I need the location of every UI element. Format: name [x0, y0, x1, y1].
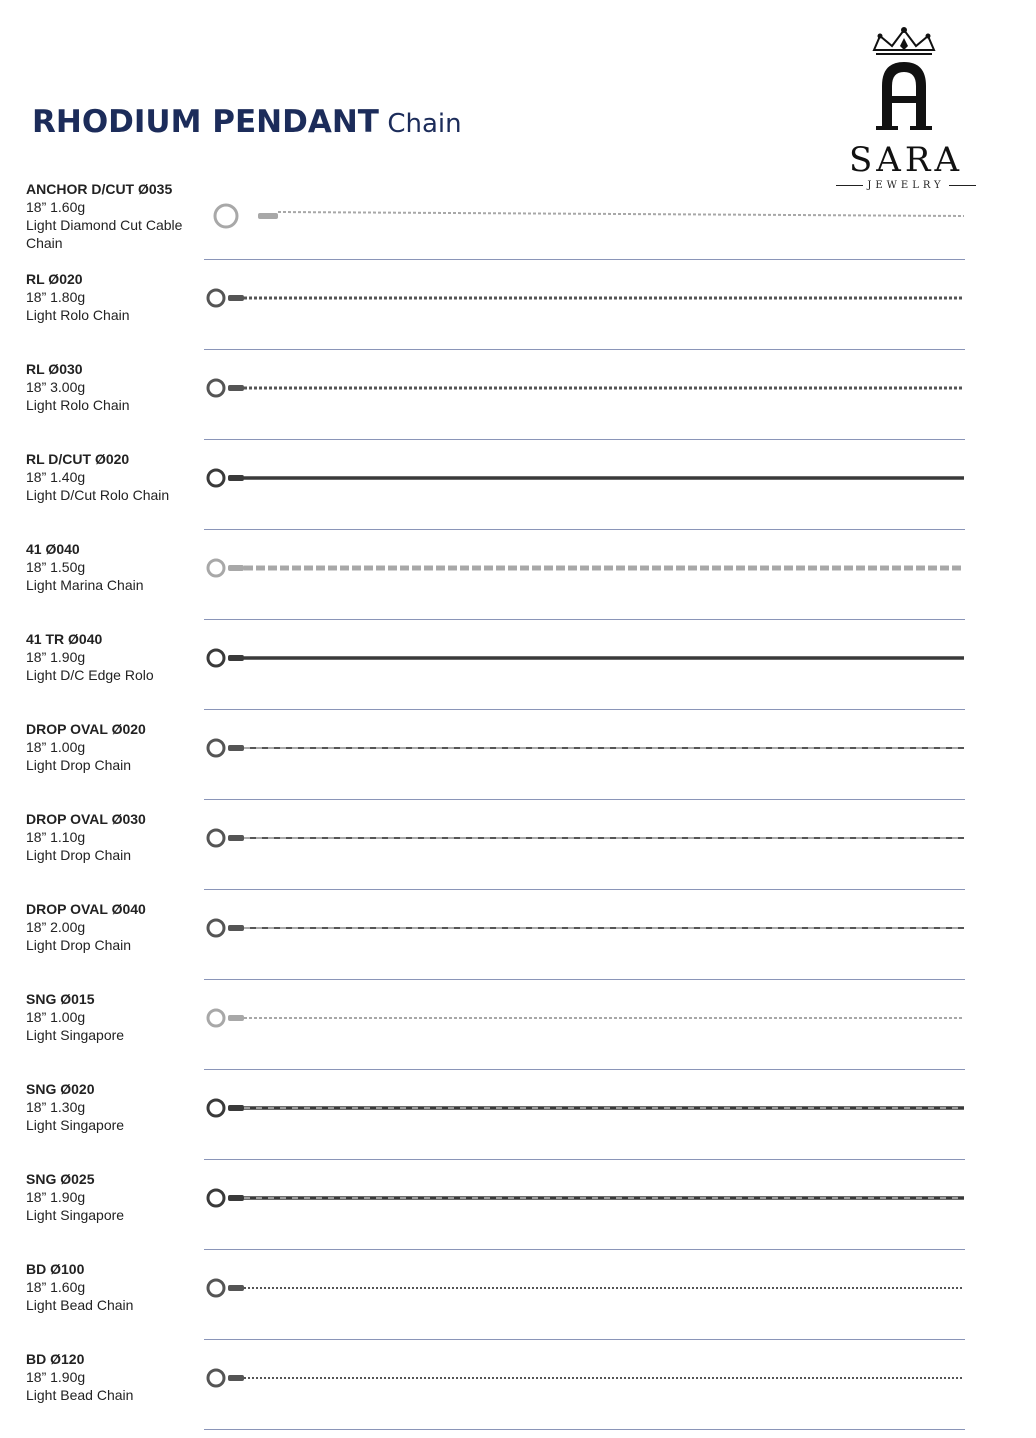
chain-image	[202, 362, 968, 422]
chain-info	[26, 360, 206, 414]
chain-image	[202, 1262, 968, 1322]
chain-weight: 18” 1.90g	[26, 1189, 86, 1205]
chain-row	[0, 898, 1036, 988]
chain-description: Light D/C Edge Rolo	[26, 667, 154, 683]
chain-weight: 18” 1.90g	[26, 649, 86, 665]
title-main: RHODIUM PENDANT	[32, 104, 379, 140]
clasp-ring	[208, 1100, 224, 1116]
chain-description: Light Singapore	[26, 1027, 125, 1043]
clasp-tag	[228, 835, 244, 841]
clasp-ring	[208, 920, 224, 936]
chain-row	[0, 988, 1036, 1078]
chain-image	[202, 992, 968, 1052]
clasp-tag	[228, 295, 244, 301]
clasp-ring	[208, 470, 224, 486]
chain-code: BD Ø100	[26, 1261, 85, 1277]
chain-info	[26, 1350, 206, 1404]
chain-code: DROP OVAL Ø040	[26, 901, 146, 917]
chain-code: 41 Ø040	[26, 541, 80, 557]
chain-image	[202, 179, 968, 242]
chain-weight: 18” 3.00g	[26, 379, 86, 395]
chain-row	[0, 628, 1036, 718]
chain-image	[202, 902, 968, 962]
clasp-tag	[228, 655, 244, 661]
row-divider	[204, 529, 965, 530]
chain-weight: 18” 1.60g	[26, 199, 86, 215]
brand-name: SARA	[849, 140, 963, 180]
row-divider	[204, 1069, 965, 1070]
chain-image	[202, 1172, 968, 1232]
row-divider	[204, 1249, 965, 1250]
chain-description: Light Rolo Chain	[26, 307, 130, 323]
chain-weight: 18” 1.10g	[26, 829, 86, 845]
brand-sub: JEWELRY	[867, 179, 945, 191]
clasp-tag	[228, 1375, 244, 1381]
crown-monogram-icon	[836, 24, 976, 140]
chain-info	[26, 630, 206, 684]
chain-strand	[278, 212, 964, 216]
chain-description: Light Drop Chain	[26, 937, 132, 953]
chain-image	[202, 722, 968, 782]
chain-info	[26, 1170, 206, 1224]
chain-row	[0, 1348, 1036, 1438]
chain-row	[0, 358, 1036, 448]
row-divider	[204, 439, 965, 440]
chain-code: RL Ø030	[26, 361, 83, 377]
chain-weight: 18” 1.90g	[26, 1369, 86, 1385]
clasp-tag	[228, 565, 244, 571]
chain-image	[202, 452, 968, 512]
row-divider	[204, 1159, 965, 1160]
clasp-ring	[208, 1370, 224, 1386]
clasp-tag	[228, 925, 244, 931]
chain-row	[0, 1078, 1036, 1168]
brand-logo	[836, 24, 976, 196]
chain-weight: 18” 1.00g	[26, 1009, 86, 1025]
clasp-tag	[228, 385, 244, 391]
chain-weight: 18” 1.30g	[26, 1099, 86, 1115]
chain-row	[0, 1168, 1036, 1258]
clasp-ring	[208, 1010, 224, 1026]
clasp-ring	[208, 740, 224, 756]
chain-code: RL Ø020	[26, 271, 83, 287]
chain-description: Light Bead Chain	[26, 1297, 134, 1313]
chain-code: SNG Ø015	[26, 991, 95, 1007]
chain-description: Light Diamond Cut Cable Chain	[26, 217, 183, 251]
chain-row	[0, 538, 1036, 628]
chain-info	[26, 990, 206, 1044]
chain-image	[202, 1082, 968, 1142]
row-divider	[204, 889, 965, 890]
chain-row	[0, 1258, 1036, 1348]
chain-image	[202, 1352, 968, 1412]
chain-info	[26, 810, 206, 864]
row-divider	[204, 1429, 965, 1430]
clasp-tag	[228, 1105, 244, 1111]
row-divider	[204, 1339, 965, 1340]
clasp-tag	[228, 1015, 244, 1021]
clasp-tag	[228, 475, 244, 481]
chain-weight: 18” 1.60g	[26, 1279, 86, 1295]
chain-code: DROP OVAL Ø030	[26, 811, 146, 827]
chain-info	[26, 1260, 206, 1314]
chain-weight: 18” 1.00g	[26, 739, 86, 755]
chain-code: DROP OVAL Ø020	[26, 721, 146, 737]
chain-code: RL D/CUT Ø020	[26, 451, 130, 467]
chain-row	[0, 808, 1036, 898]
chain-code: BD Ø120	[26, 1351, 85, 1367]
chain-image	[202, 632, 968, 692]
chain-weight: 18” 2.00g	[26, 919, 86, 935]
row-divider	[204, 259, 965, 260]
row-divider	[204, 709, 965, 710]
chain-info	[26, 180, 206, 252]
chain-info	[26, 720, 206, 774]
clasp-ring	[208, 290, 224, 306]
chain-image	[202, 812, 968, 872]
chain-info	[26, 540, 206, 594]
clasp-tag	[228, 745, 244, 751]
chain-code: SNG Ø025	[26, 1171, 95, 1187]
chain-info	[26, 270, 206, 324]
chain-description: Light Drop Chain	[26, 847, 132, 863]
row-divider	[204, 349, 965, 350]
chain-row	[0, 448, 1036, 538]
row-divider	[204, 799, 965, 800]
chain-info	[26, 1080, 206, 1134]
chain-list	[0, 178, 1036, 1438]
title-sub: Chain	[387, 109, 462, 139]
chain-info	[26, 450, 206, 504]
clasp-ring	[208, 560, 224, 576]
clasp-tag	[228, 1285, 244, 1291]
chain-code: ANCHOR D/CUT Ø035	[26, 181, 173, 197]
chain-description: Light Singapore	[26, 1207, 125, 1223]
clasp-ring	[208, 1190, 224, 1206]
row-divider	[204, 619, 965, 620]
clasp-tag	[258, 213, 278, 219]
chain-weight: 18” 1.80g	[26, 289, 86, 305]
chain-description: Light D/Cut Rolo Chain	[26, 487, 170, 503]
clasp-tag	[228, 1195, 244, 1201]
chain-info	[26, 900, 206, 954]
chain-weight: 18” 1.40g	[26, 469, 86, 485]
clasp-ring	[215, 205, 237, 227]
chain-row	[0, 718, 1036, 808]
chain-row	[0, 268, 1036, 358]
chain-description: Light Bead Chain	[26, 1387, 134, 1403]
chain-image	[202, 542, 968, 602]
clasp-ring	[208, 380, 224, 396]
chain-code: 41 TR Ø040	[26, 631, 103, 647]
clasp-ring	[208, 1280, 224, 1296]
clasp-ring	[208, 650, 224, 666]
chain-description: Light Marina Chain	[26, 577, 144, 593]
chain-description: Light Rolo Chain	[26, 397, 130, 413]
chain-weight: 18” 1.50g	[26, 559, 86, 575]
clasp-ring	[208, 830, 224, 846]
chain-row	[0, 178, 1036, 268]
chain-description: Light Singapore	[26, 1117, 125, 1133]
chain-code: SNG Ø020	[26, 1081, 95, 1097]
row-divider	[204, 979, 965, 980]
chain-image	[202, 272, 968, 332]
chain-description: Light Drop Chain	[26, 757, 132, 773]
page-title	[32, 104, 462, 140]
